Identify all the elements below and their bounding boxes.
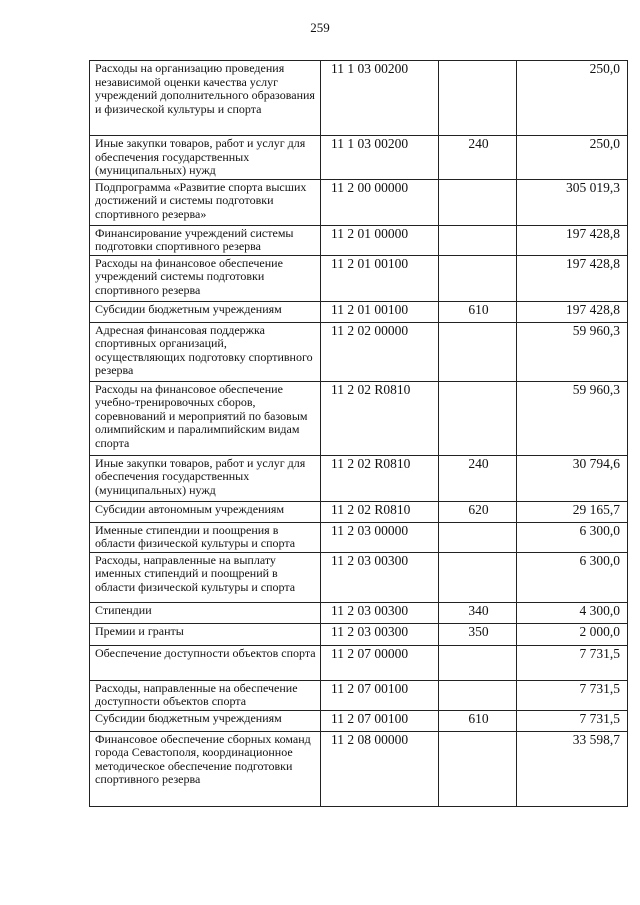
row-code-cell: 11 2 02 R0810 (321, 455, 439, 501)
table-row (90, 522, 628, 552)
row-name-cell: Расходы на финансовое обеспечение учебно-тренировочных сборов, соревнований и мероприятий по базовым олимпийским и паралимпийским видам спорта (90, 381, 321, 455)
row-code-cell: 11 2 02 00000 (321, 322, 439, 381)
row-amount-cell: 7 731,5 (517, 645, 628, 680)
row-expense-type-cell (439, 61, 517, 136)
row-name-cell: Иные закупки товаров, работ и услуг для обеспечения государственных (муниципальных) нужд (90, 455, 321, 501)
row-expense-type-cell: 610 (439, 710, 517, 731)
table-row (90, 255, 628, 301)
row-code-cell: 11 2 07 00100 (321, 680, 439, 710)
row-code-cell: 11 2 01 00100 (321, 301, 439, 322)
row-amount-cell: 7 731,5 (517, 710, 628, 731)
row-name-cell: Субсидии бюджетным учреждениям (90, 301, 321, 322)
row-name-cell: Обеспечение доступности объектов спорта (90, 645, 321, 680)
row-expense-type-cell (439, 322, 517, 381)
row-expense-type-cell (439, 225, 517, 255)
row-code-cell: 11 2 03 00300 (321, 552, 439, 602)
row-amount-cell: 197 428,8 (517, 255, 628, 301)
row-amount-cell: 197 428,8 (517, 225, 628, 255)
row-expense-type-cell (439, 179, 517, 225)
row-amount-cell: 250,0 (517, 61, 628, 136)
row-amount-cell: 6 300,0 (517, 522, 628, 552)
row-expense-type-cell (439, 522, 517, 552)
row-expense-type-cell: 350 (439, 623, 517, 645)
row-code-cell: 11 2 03 00000 (321, 522, 439, 552)
row-expense-type-cell: 240 (439, 136, 517, 180)
table-row (90, 179, 628, 225)
row-name-cell: Расходы, направленные на выплату именных стипендий и поощрений в области физической культуры и спорта (90, 552, 321, 602)
row-name-cell: Подпрограмма «Развитие спорта высших достижений и системы подготовки спортивного резерва» (90, 179, 321, 225)
row-expense-type-cell (439, 680, 517, 710)
row-expense-type-cell: 340 (439, 602, 517, 623)
table-row (90, 645, 628, 680)
row-name-cell: Иные закупки товаров, работ и услуг для обеспечения государственных (муниципальных) нужд (90, 136, 321, 180)
row-name-cell: Стипендии (90, 602, 321, 623)
table-row (90, 602, 628, 623)
row-name-cell: Расходы, направленные на обеспечение доступности объектов спорта (90, 680, 321, 710)
row-name-cell: Расходы на организацию проведения независимой оценки качества услуг учреждений дополнительного образования и физической культуры и спорта (90, 61, 321, 136)
row-amount-cell: 305 019,3 (517, 179, 628, 225)
row-amount-cell: 59 960,3 (517, 381, 628, 455)
page-number: 259 (310, 20, 330, 35)
row-amount-cell: 30 794,6 (517, 455, 628, 501)
row-code-cell: 11 2 08 00000 (321, 731, 439, 806)
row-expense-type-cell: 620 (439, 501, 517, 522)
table-row (90, 301, 628, 322)
row-code-cell: 11 1 03 00200 (321, 136, 439, 180)
budget-table-body (90, 61, 628, 807)
row-amount-cell: 7 731,5 (517, 680, 628, 710)
row-name-cell: Субсидии автономным учреждениям (90, 501, 321, 522)
row-code-cell: 11 2 01 00000 (321, 225, 439, 255)
row-name-cell: Адресная финансовая поддержка спортивных организаций, осуществляющих подготовку спортивного резерва (90, 322, 321, 381)
table-row (90, 136, 628, 180)
table-row (90, 225, 628, 255)
table-row (90, 552, 628, 602)
row-code-cell: 11 2 07 00000 (321, 645, 439, 680)
row-amount-cell: 33 598,7 (517, 731, 628, 806)
row-code-cell: 11 1 03 00200 (321, 61, 439, 136)
row-name-cell: Именные стипендии и поощрения в области физической культуры и спорта (90, 522, 321, 552)
row-amount-cell: 2 000,0 (517, 623, 628, 645)
row-code-cell: 11 2 07 00100 (321, 710, 439, 731)
row-expense-type-cell (439, 645, 517, 680)
table-row (90, 710, 628, 731)
row-expense-type-cell (439, 381, 517, 455)
row-expense-type-cell (439, 552, 517, 602)
row-code-cell: 11 2 02 R0810 (321, 501, 439, 522)
row-expense-type-cell (439, 255, 517, 301)
row-code-cell: 11 2 03 00300 (321, 623, 439, 645)
table-row (90, 381, 628, 455)
row-amount-cell: 59 960,3 (517, 322, 628, 381)
table-row (90, 680, 628, 710)
table-row (90, 501, 628, 522)
row-code-cell: 11 2 02 R0810 (321, 381, 439, 455)
row-amount-cell: 250,0 (517, 136, 628, 180)
row-code-cell: 11 2 00 00000 (321, 179, 439, 225)
row-expense-type-cell (439, 731, 517, 806)
row-name-cell: Премии и гранты (90, 623, 321, 645)
row-code-cell: 11 2 03 00300 (321, 602, 439, 623)
budget-table (89, 60, 628, 807)
table-row (90, 322, 628, 381)
row-amount-cell: 6 300,0 (517, 552, 628, 602)
row-name-cell: Субсидии бюджетным учреждениям (90, 710, 321, 731)
table-row (90, 455, 628, 501)
row-amount-cell: 197 428,8 (517, 301, 628, 322)
row-code-cell: 11 2 01 00100 (321, 255, 439, 301)
row-expense-type-cell: 240 (439, 455, 517, 501)
row-name-cell: Расходы на финансовое обеспечение учреждений системы подготовки спортивного резерва (90, 255, 321, 301)
row-amount-cell: 4 300,0 (517, 602, 628, 623)
row-expense-type-cell: 610 (439, 301, 517, 322)
table-row (90, 731, 628, 806)
table-row (90, 623, 628, 645)
row-name-cell: Финансирование учреждений системы подготовки спортивного резерва (90, 225, 321, 255)
row-amount-cell: 29 165,7 (517, 501, 628, 522)
table-row (90, 61, 628, 136)
row-name-cell: Финансовое обеспечение сборных команд города Севастополя, координационное методическое обеспечение подготовки спортивного резерва (90, 731, 321, 806)
